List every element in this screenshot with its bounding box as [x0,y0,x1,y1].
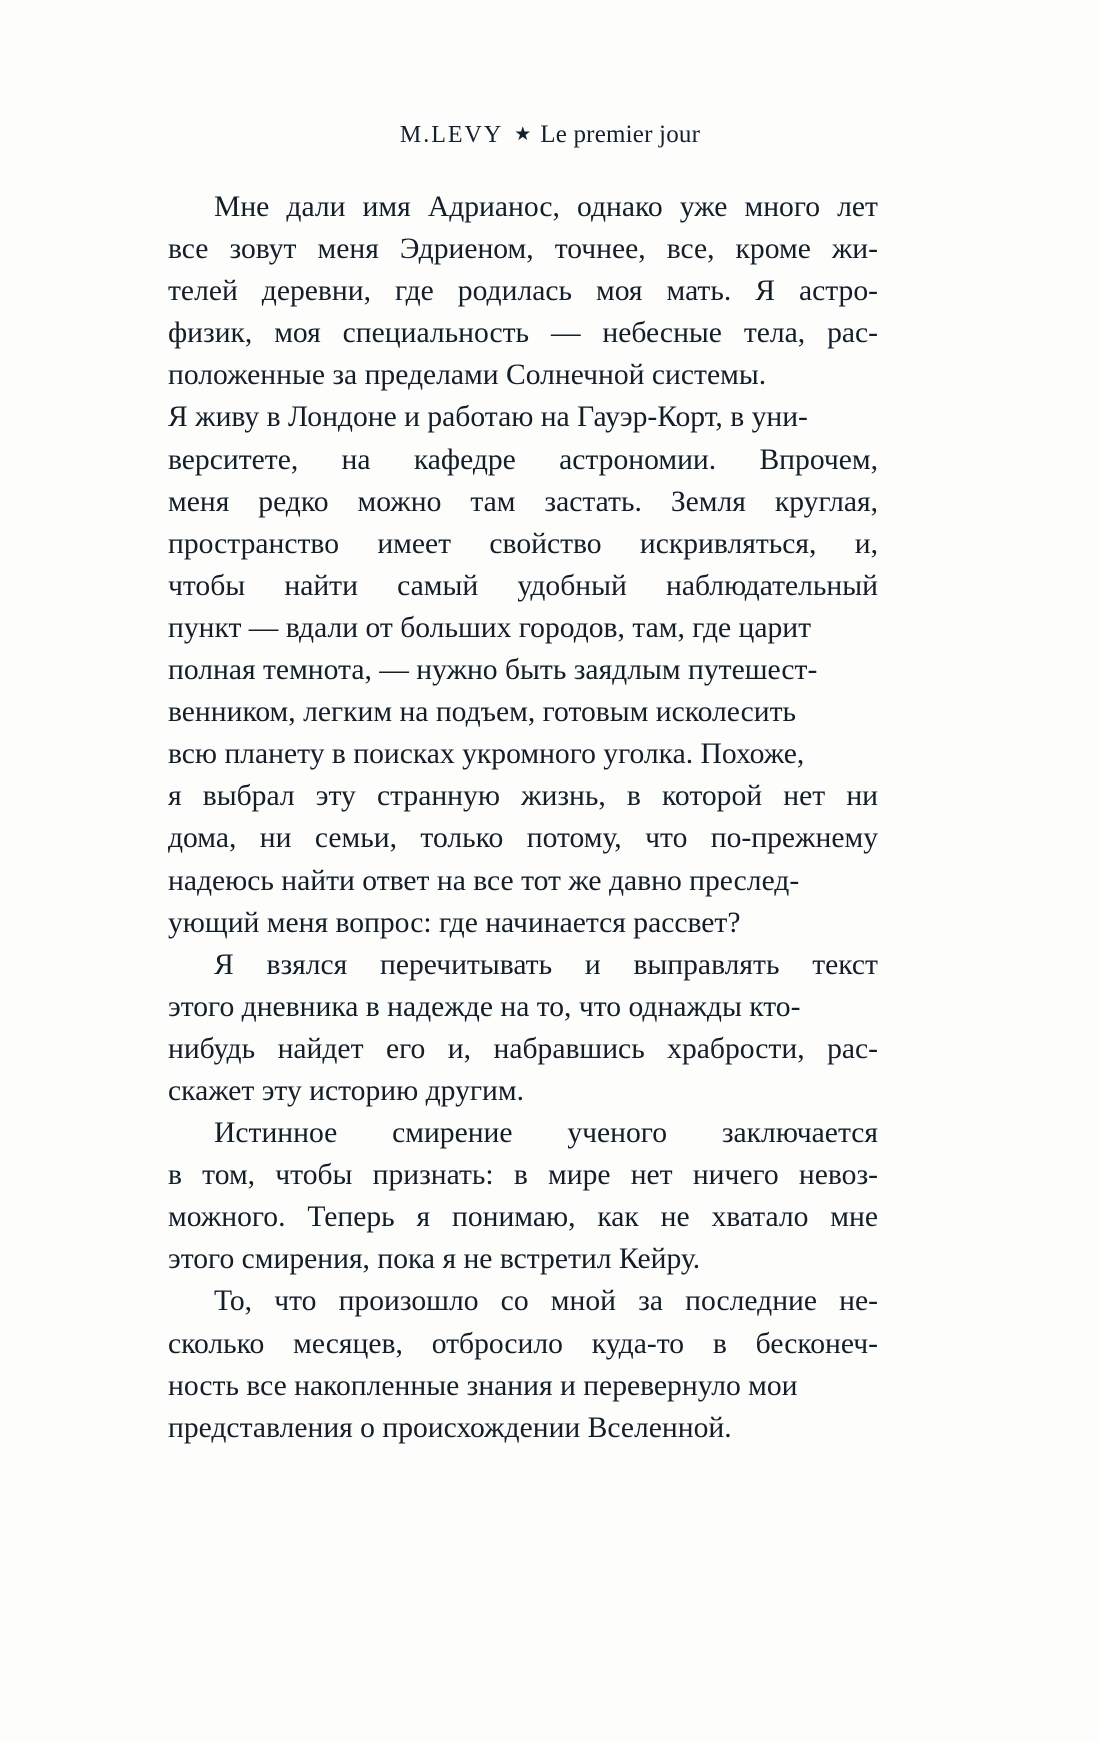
running-head-author: M.LEVY [399,122,504,148]
paragraph-4 [168,1280,878,1448]
text-line: физик, моя специальность — небесные тела, рас- [168,317,878,350]
text-line: в том, чтобы признать: в мире нет ничего невоз- [168,1159,878,1192]
text-line: скажет эту историю другим. [168,1074,524,1107]
body-text [168,186,878,1449]
text-line: дома, ни семьи, только потому, что по-прежнему [168,822,878,855]
text-line: этого смирения, пока я не встретил Кейру. [168,1243,701,1276]
text-line: я выбрал эту странную жизнь, в которой нет ни [168,780,878,813]
text-line: полная темнота, — нужно быть заядлым путешест- [168,654,818,687]
text-line: нибудь найдет его и, набравшись храбрости, рас- [168,1032,878,1065]
text-line: положенные за пределами Солнечной системы. [168,359,767,392]
text-line: все зовут меня Эдриеном, точнее, все, кроме жи- [168,233,878,266]
paragraph-2 [168,944,878,1112]
text-line: ность все накопленные знания и перевернуло мои [168,1369,798,1402]
text-line: венником, легким на подъем, готовым исколесить [168,696,797,729]
text-line: меня редко можно там застать. Земля круглая, [168,485,878,518]
text-line: всю планету в поисках укромного уголка. Похоже, [168,738,805,771]
text-line: чтобы найти самый удобный наблюдательный [168,569,878,602]
text-line: ующий меня вопрос: где начинается рассвет? [168,906,741,939]
text-line: можного. Теперь я понимаю, как не хватало мне [168,1201,878,1234]
paragraph-1 [168,186,878,944]
text-line: надеюсь найти ответ на все тот же давно преслед- [168,864,800,897]
text-line: этого дневника в надежде на то, что однажды кто- [168,990,801,1023]
text-line: Я взялся перечитывать и выправлять текст [214,948,878,981]
text-line: сколько месяцев, отбросило куда-то в бесконеч- [168,1327,878,1360]
text-line: верситете, на кафедре астрономии. Впрочем, [168,443,878,476]
text-line: Я живу в Лондоне и работаю на Гауэр-Корт, в уни- [168,401,808,434]
text-line: пункт — вдали от больших городов, там, где царит [168,611,812,644]
text-line: пространство имеет свойство искривляться, и, [168,527,878,560]
text-line: Мне дали имя Адрианос, однако уже много лет [214,191,878,223]
star-icon: ★ [514,124,532,145]
text-line: представления о происхождении Вселенной. [168,1411,732,1444]
text-line: То, что произошло со мной за последние не- [214,1285,878,1318]
paragraph-3 [168,1112,878,1280]
text-line: Истинное смирение ученого заключается [214,1117,878,1150]
running-head-title: Le premier jour [540,121,701,148]
text-line: телей деревни, где родилась моя мать. Я астро- [168,275,878,308]
running-head [0,118,1100,152]
